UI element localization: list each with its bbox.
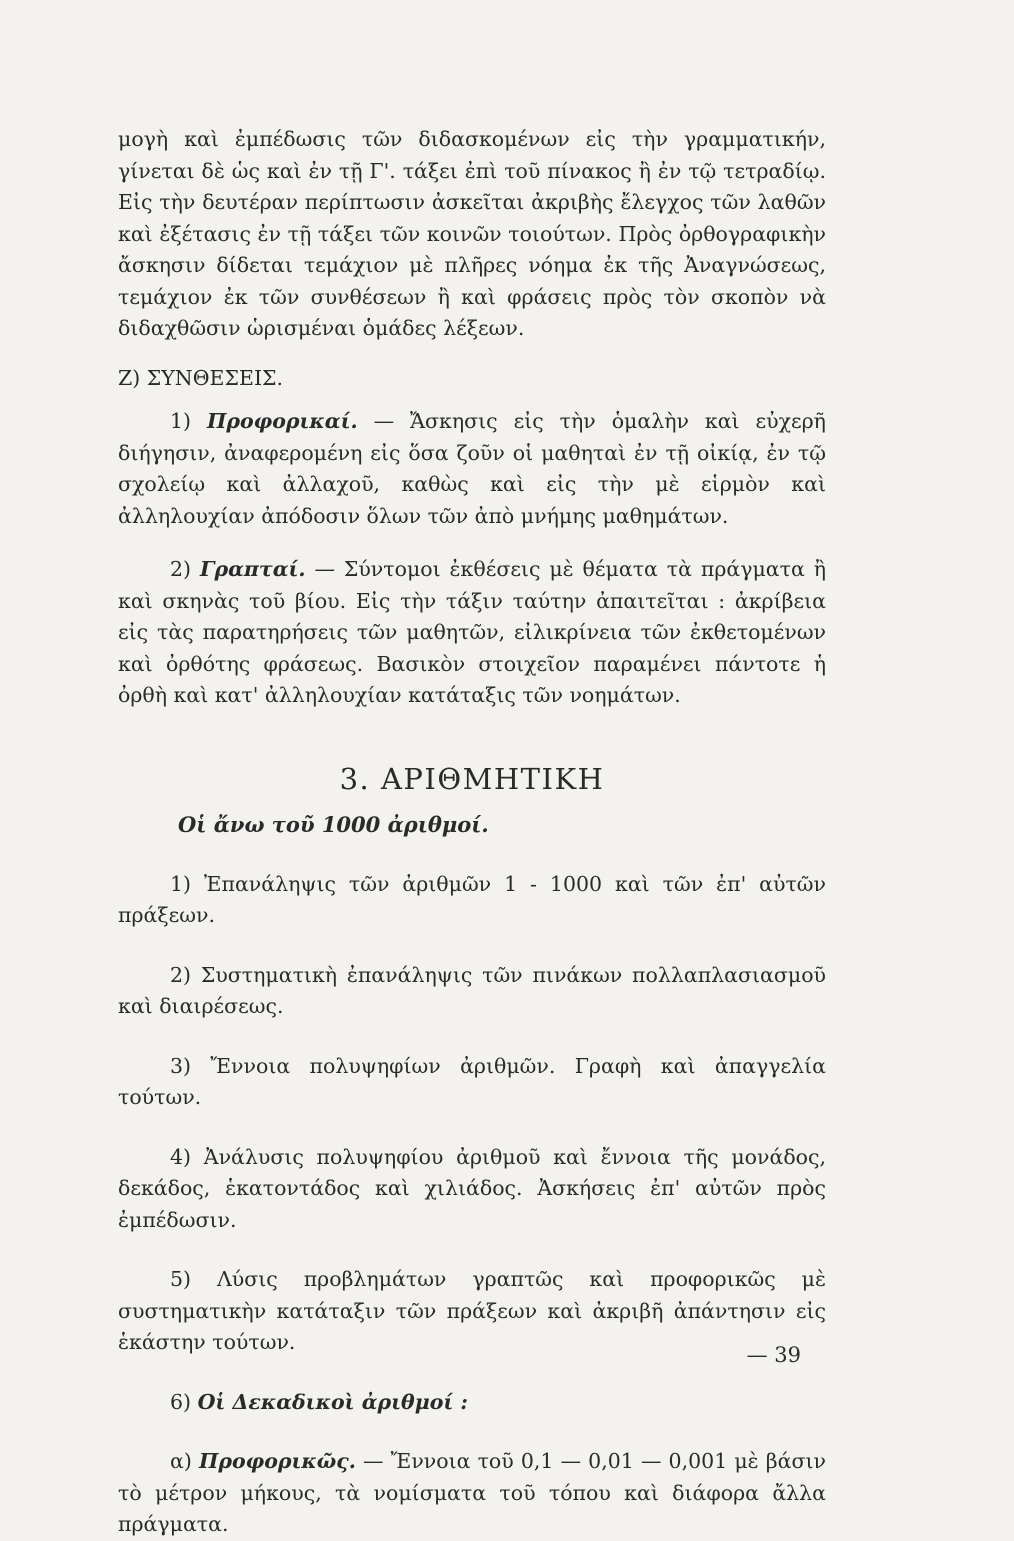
written-compositions-paragraph <box>118 554 826 712</box>
oral-decimals-text: — Ἔννοια τοῦ 0,1 — 0,01 — 0,001 μὲ βάσιν τὸ μέτρον μήκους, τὰ νομίσματα τοῦ τόπου καὶ διάφορα ἄλλα πράγματα. <box>118 1449 826 1536</box>
decimals-heading <box>118 1387 826 1419</box>
oral-title: Προφορικαί. <box>206 409 358 433</box>
subheading: Οἱ ἄνω τοῦ 1000 ἀριθμοί. <box>178 812 489 837</box>
list-item: 2) Συστηματικὴ ἐπανάληψις τῶν πινάκων πολλαπλασιασμοῦ καὶ διαιρέσεως. <box>118 962 826 1018</box>
intro-paragraph: μογὴ καὶ ἐμπέδωσις τῶν διδασκομένων εἰς τὴν γραμματικήν, γίνεται δὲ ὡς καὶ ἐν τῇ Γ'. τάξει ἐπὶ τοῦ πίνακος ἢ ἐν τῷ τετραδίῳ. Εἰς τὴν δευτέραν περίπτωσιν ἀσκεῖται ἀκριβὴς ἔλεγχος τῶν λαθῶν καὶ ἐξέτασις ἐν τῇ τάξει τῶν κοινῶν τοιούτων. Πρὸς ὀρθογραφικὴν ἄσκησιν δίδεται τεμάχιον μὲ πλῆρες νόημα ἐκ τῆς Ἀναγνώσεως, τεμάχιον ἐκ τῶν συνθέσεων ἢ καὶ φράσεις πρὸς τὸν σκοπὸν νὰ διδαχθῶσιν ὡρισμέναι ὁμάδες λέξεων. <box>118 127 826 340</box>
oral-text: — Ἄσκησις εἰς τὴν ὁμαλὴν καὶ εὐχερῆ διήγησιν, ἀναφερομένη εἰς ὅσα ζοῦν οἱ μαθηταὶ ἐν τῇ οἰκίᾳ, ἐν τῷ σχολείῳ καὶ ἀλλαχοῦ, καθὼς καὶ εἰς τὴν μὲ εἱρμὸν καὶ ἀλληλουχίαν ἀπόδοσιν ὅλων τῶν ἀπὸ μνήμης μαθημάτων. <box>118 409 826 528</box>
list-item: 4) Ἀνάλυσις πολυψηφίου ἀριθμοῦ καὶ ἔννοια τῆς μονάδος, δεκάδος, ἑκατοντάδος καὶ χιλιάδος. Ἀσκήσεις ἐπ' αὐτῶν πρὸς ἐμπέδωσιν. <box>118 1144 826 1232</box>
oral-decimals-label: α) <box>170 1449 192 1473</box>
oral-label: 1) <box>170 409 192 433</box>
decimals-label: 6) <box>170 1389 192 1414</box>
oral-compositions-paragraph <box>118 406 826 532</box>
list-item: 1) Ἐπανάληψις τῶν ἀριθμῶν 1 - 1000 καὶ τῶν ἐπ' αὐτῶν πράξεων. <box>118 871 826 927</box>
list-item: 5) Λύσις προβλημάτων γραπτῶς καὶ προφορικῶς μὲ συστηματικὴν κατάταξιν τῶν πράξεων καὶ ἀκριβῆ ἀπάντησιν εἰς ἑκάστην τούτων. <box>118 1267 826 1354</box>
chapter-heading: 3. ΑΡΙΘΜΗΤΙΚΗ <box>339 761 605 796</box>
decimals-title: Οἱ Δεκαδικοὶ ἀριθμοί : <box>197 1389 468 1414</box>
list-item: 3) Ἔννοια πολυψηφίων ἀριθμῶν. Γραφὴ καὶ ἀπαγγελία τούτων. <box>118 1053 826 1109</box>
section-z-heading: Ζ) ΣΥΝΘΕΣΕΙΣ. <box>118 365 284 390</box>
written-text: — Σύντομοι ἐκθέσεις μὲ θέματα τὰ πράγματα ἢ καὶ σκηνὰς τοῦ βίου. Εἰς τὴν τάξιν ταύτην ἀπαιτεῖται : ἀκρίβεια εἰς τὰς παρατηρήσεις τῶν μαθητῶν, εἰλικρίνεια τῶν ἐκθετομένων καὶ ὀρθότης φράσεως. Βασικὸν στοιχεῖον παραμένει πάντοτε ἡ ὀρθὴ καὶ κατ' ἀλληλουχίαν κατάταξις τῶν νοημάτων. <box>118 557 826 707</box>
written-title: Γραπταί. <box>199 557 306 581</box>
oral-decimals-title: Προφορικῶς. <box>198 1449 356 1473</box>
page-number: — 39 <box>746 1343 801 1367</box>
written-label: 2) <box>170 557 192 581</box>
oral-decimals-paragraph <box>118 1446 826 1541</box>
page-body <box>118 124 826 1541</box>
